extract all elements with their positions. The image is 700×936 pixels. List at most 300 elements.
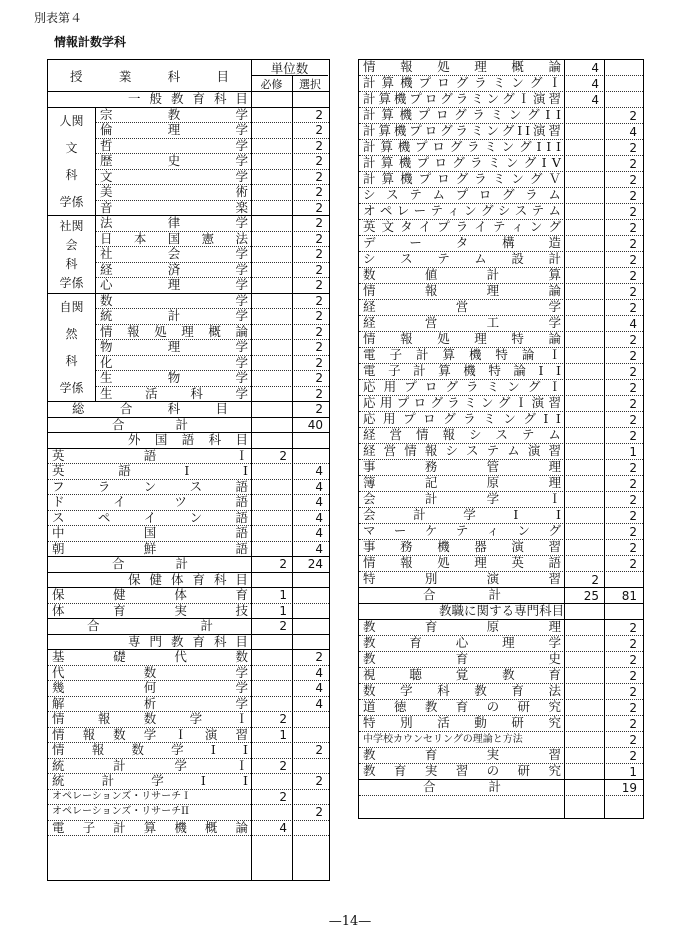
elective-units: 2 — [315, 371, 323, 386]
table-row — [359, 156, 643, 172]
required-units — [564, 188, 604, 203]
subject-name: 幾 何 学 — [52, 681, 248, 695]
elective-units: 4 — [315, 464, 323, 479]
required-units: 2 — [279, 448, 287, 463]
required-units — [564, 380, 604, 395]
subject-name: 電 子 計 算 機 概 論 — [52, 820, 248, 835]
table-row — [359, 636, 643, 652]
subject-name: 合 計 — [423, 588, 501, 603]
subject-name: 文 学 — [100, 169, 248, 184]
subject-name: 計 算 機 プ ロ グ ラ ミ ン グ I I 演 習 — [363, 124, 561, 139]
total-row — [48, 557, 329, 573]
required-units — [564, 684, 604, 699]
elective-units: 4 — [315, 495, 323, 510]
table-row — [96, 247, 329, 263]
required-units — [251, 495, 292, 510]
required-units — [564, 700, 604, 715]
elective-units: 2 — [629, 108, 637, 123]
group-label: 人関 文 科 学係 — [48, 108, 96, 217]
required-units — [251, 805, 292, 820]
elective-units: 81 — [621, 588, 637, 603]
table-row — [359, 572, 643, 588]
elective-units: 2 — [629, 332, 637, 347]
subject-name: 計 算 機 プ ロ グ ラ ミ ン グ Ｉ — [363, 76, 561, 91]
subject-name: 教 育 心 理 学 — [363, 636, 561, 651]
required-units: 2 — [279, 789, 287, 804]
table-row — [359, 492, 643, 508]
subject-name: デ ー タ 構 造 — [363, 236, 561, 251]
table-row — [96, 278, 329, 294]
elective-units: 4 — [315, 526, 323, 541]
subject-name: 情 報 数 学 I I — [52, 743, 248, 757]
subject-name: 教 育 実 習 — [363, 748, 561, 763]
section-title-row — [48, 433, 329, 449]
required-units — [251, 511, 292, 526]
elective-units: 1 — [629, 444, 637, 459]
table-row — [359, 396, 643, 412]
elective-units: 2 — [315, 743, 323, 758]
required-units: 2 — [279, 557, 287, 572]
elective-units: 2 — [315, 200, 323, 215]
subject-name: 情 報 処 理 英 語 — [363, 556, 561, 571]
elective-units: 4 — [315, 681, 323, 696]
required-units: 2 — [279, 758, 287, 773]
elective-units: 2 — [629, 204, 637, 219]
elective-units — [604, 60, 642, 75]
elective-units: 2 — [315, 154, 323, 169]
elective-units — [292, 821, 328, 836]
subject-name: 電 子 計 算 機 特 論 Ｉ — [363, 348, 561, 363]
subject-name: 応 用 プ ロ グ ラ ミ ン グ Ｉ 演 習 — [363, 396, 561, 411]
subject-name: ド イ ツ 語 — [52, 495, 248, 509]
table-row — [359, 60, 643, 76]
elective-units: 2 — [315, 805, 323, 820]
table-row — [48, 526, 329, 542]
subject-name: 経 済 学 — [100, 262, 248, 277]
elective-units: 2 — [629, 716, 637, 731]
table-row — [96, 108, 329, 124]
required-units — [251, 464, 292, 479]
table-row — [359, 172, 643, 188]
table-row — [359, 92, 643, 108]
required-units — [564, 428, 604, 443]
column-divider — [251, 60, 252, 76]
required-units — [564, 460, 604, 475]
required-units: 1 — [279, 588, 287, 603]
subject-name: 法 律 学 — [100, 216, 248, 230]
subject-name: 事 務 機 器 演 習 — [363, 540, 561, 555]
table-row — [359, 764, 643, 780]
elective-units — [292, 712, 328, 727]
required-units — [251, 743, 292, 758]
table-row — [96, 201, 329, 217]
elective-units: 2 — [315, 774, 323, 789]
elective-units — [604, 572, 642, 587]
required-units — [564, 492, 604, 507]
elective-units: 2 — [629, 284, 637, 299]
subject-name: 教 育 原 理 — [363, 620, 561, 635]
department-title: 情報計数学科 — [54, 35, 127, 49]
required-units — [564, 316, 604, 331]
table-row — [96, 356, 329, 372]
table-row — [359, 732, 643, 748]
required-units: 4 — [591, 92, 599, 107]
elective-units: 2 — [315, 262, 323, 277]
subject-name: 道 徳 教 育 の 研 究 — [363, 700, 561, 715]
subject-name: オペレーションズ・リサーチＩ — [52, 790, 192, 802]
table-row — [48, 449, 329, 465]
elective-units: 2 — [629, 476, 637, 491]
subject-name: 合 計 — [112, 417, 188, 432]
table-row — [359, 220, 643, 236]
subject-name: 統 計 学 — [100, 309, 248, 323]
elective-units: 2 — [629, 556, 637, 571]
elective-units: 2 — [315, 169, 323, 184]
subject-name: 情 報 処 理 概 論 — [100, 324, 248, 339]
subject-name: シ ス テ ム プ ロ グ ラ ム — [363, 188, 561, 203]
elective-units: 4 — [315, 665, 323, 680]
subject-name: 計 算 機 プ ロ グ ラ ミ ン グ Ｖ — [363, 172, 561, 187]
table-row — [96, 216, 329, 232]
required-units — [251, 480, 292, 495]
elective-units: 2 — [315, 355, 323, 370]
subject-name: 特 別 活 動 研 究 — [363, 716, 561, 731]
subject-name: 英 語 I I — [52, 464, 248, 478]
elective-units: 2 — [629, 620, 637, 635]
elective-units: 2 — [629, 220, 637, 235]
table-row — [96, 139, 329, 155]
elective-units: 2 — [629, 508, 637, 523]
subject-name: 事 務 管 理 — [363, 460, 561, 475]
elective-units: 2 — [629, 652, 637, 667]
subject-name: マ ー ケ テ ィ ン グ — [363, 524, 561, 539]
subject-name: シ ス テ ム 設 計 — [363, 252, 561, 267]
subject-name: 倫 理 学 — [100, 123, 248, 137]
column-divider — [292, 76, 293, 880]
required-units — [564, 540, 604, 555]
table-row — [48, 774, 329, 790]
subject-name: 中学校カウンセリングの理論と方法 — [363, 733, 523, 745]
table-row — [359, 412, 643, 428]
elective-units: 40 — [307, 417, 323, 432]
subject-name: 数 学 — [100, 293, 248, 308]
required-units: 4 — [591, 76, 599, 91]
elective-units: 2 — [629, 300, 637, 315]
required-units — [564, 300, 604, 315]
subject-name: 電 子 計 算 機 特 論 I I — [363, 364, 561, 379]
section-title-row — [48, 573, 329, 589]
table-row — [48, 728, 329, 744]
subject-name: 代 数 学 — [52, 665, 248, 680]
left-curriculum-table — [47, 59, 330, 881]
required-units — [251, 681, 292, 696]
subject-name: 数 値 計 算 — [363, 268, 561, 283]
table-row — [359, 316, 643, 332]
required-units: 4 — [591, 60, 599, 75]
required-units — [251, 666, 292, 681]
table-row — [359, 652, 643, 668]
subject-name: オペレーションズ・リサーチII — [52, 806, 190, 818]
header-elective: 選択 — [299, 78, 321, 91]
subject-name: 総 合 科 目 — [72, 402, 228, 416]
subject-name: 宗 教 学 — [100, 107, 248, 122]
subject-name: 物 理 学 — [100, 340, 248, 354]
table-row — [96, 185, 329, 201]
required-units — [564, 332, 604, 347]
subject-name: 経 営 工 学 — [363, 316, 561, 331]
table-row — [96, 325, 329, 341]
required-units — [564, 220, 604, 235]
subject-name: 応 用 プ ロ グ ラ ミ ン グ I I — [363, 412, 561, 427]
subject-name: ス ペ イ ン 語 — [52, 510, 248, 525]
subject-name: 英 語 Ｉ — [52, 448, 248, 463]
elective-units: 2 — [315, 123, 323, 138]
section-title-row — [48, 92, 329, 108]
elective-units: 2 — [629, 380, 637, 395]
table-row — [96, 263, 329, 279]
required-units — [564, 524, 604, 539]
header-units: 単位数 — [251, 60, 328, 76]
subject-name: 体 育 実 技 — [52, 603, 248, 618]
table-row — [48, 712, 329, 728]
table-row — [359, 540, 643, 556]
required-units — [564, 636, 604, 651]
subject-name: 計 算 機 プ ロ グ ラ ミ ン グ I I — [363, 108, 561, 123]
table-row — [359, 204, 643, 220]
required-units: 2 — [279, 712, 287, 727]
required-units — [564, 668, 604, 683]
subject-name: 経 営 情 報 シ ス テ ム — [363, 428, 561, 443]
table-row — [359, 444, 643, 460]
elective-units: 2 — [629, 700, 637, 715]
required-units — [564, 556, 604, 571]
subject-name: 統 計 学 Ｉ — [52, 758, 248, 773]
elective-units: 2 — [315, 293, 323, 308]
table-row — [96, 123, 329, 139]
required-units — [564, 716, 604, 731]
table-row — [359, 364, 643, 380]
subject-name: 教 育 実 習 の 研 究 — [363, 764, 561, 779]
subject-name: 朝 鮮 語 — [52, 541, 248, 556]
subject-name: 応 用 プ ロ グ ラ ミ ン グ Ｉ — [363, 380, 561, 395]
elective-units: 2 — [629, 540, 637, 555]
table-row — [359, 108, 643, 124]
subject-name: 計 算 機 プ ロ グ ラ ミ ン グ I V — [363, 156, 561, 171]
table-row — [359, 252, 643, 268]
subject-name: 社 会 学 — [100, 247, 248, 261]
subject-name: 合 計 — [87, 619, 213, 633]
subject-name: 経 営 学 — [363, 300, 561, 315]
subject-name: 統 計 学 I I — [52, 774, 248, 788]
subject-name: 英 文 タ イ プ ラ イ テ ィ ン グ — [363, 220, 561, 235]
required-units — [564, 396, 604, 411]
elective-units: 4 — [629, 316, 637, 331]
table-row — [48, 790, 329, 806]
elective-units: 2 — [629, 172, 637, 187]
elective-units: 2 — [629, 188, 637, 203]
elective-units — [292, 449, 328, 464]
required-units: 1 — [279, 727, 287, 742]
elective-units: 4 — [629, 124, 637, 139]
table-row — [359, 684, 643, 700]
required-units — [564, 172, 604, 187]
group-label: 自関 然 科 学係 — [48, 294, 96, 403]
subject-name: 合 計 — [112, 557, 188, 571]
subject-name: 教 育 史 — [363, 652, 561, 667]
section-title: 専 門 教 育 科 目 — [128, 634, 248, 649]
section-title: 教 職 に 関 す る 専 門 科 目 — [439, 604, 565, 619]
table-row — [359, 380, 643, 396]
table-row — [359, 524, 643, 540]
elective-units: 2 — [629, 524, 637, 539]
subject-name: 生 活 科 学 — [100, 386, 248, 401]
elective-units: 2 — [629, 252, 637, 267]
subject-name: 中 国 語 — [52, 526, 248, 540]
required-units — [251, 697, 292, 712]
table-header — [48, 60, 329, 92]
table-row — [48, 542, 329, 558]
subject-name: 視 聴 覚 教 育 — [363, 668, 561, 683]
required-units — [564, 204, 604, 219]
required-units — [564, 348, 604, 363]
table-row — [48, 697, 329, 713]
required-units — [564, 764, 604, 779]
required-units — [564, 508, 604, 523]
required-units — [251, 526, 292, 541]
elective-units: 2 — [629, 732, 637, 747]
section-title: 一 般 教 育 科 目 — [128, 92, 248, 106]
total-row — [48, 402, 329, 418]
elective-units: 2 — [629, 684, 637, 699]
section-title-row — [359, 604, 643, 620]
table-row — [96, 154, 329, 170]
subject-name: 日 本 国 憲 法 — [100, 231, 248, 246]
table-row — [359, 700, 643, 716]
elective-units: 4 — [315, 541, 323, 556]
subject-name: 心 理 学 — [100, 278, 248, 292]
elective-units: 2 — [315, 216, 323, 231]
elective-units — [292, 588, 328, 603]
elective-units — [292, 759, 328, 774]
column-divider — [564, 60, 565, 818]
page-number: —14— — [328, 914, 372, 929]
subject-name: 特 別 演 習 — [363, 572, 561, 587]
subject-name: 数 学 科 教 育 法 — [363, 684, 561, 699]
required-units — [564, 268, 604, 283]
table-row — [48, 480, 329, 496]
table-row — [48, 759, 329, 775]
table-row — [359, 268, 643, 284]
table-row — [359, 668, 643, 684]
required-units — [564, 748, 604, 763]
elective-units: 2 — [629, 236, 637, 251]
elective-units: 2 — [315, 278, 323, 293]
total-row — [359, 588, 643, 604]
elective-units: 2 — [629, 412, 637, 427]
elective-units: 2 — [629, 140, 637, 155]
column-divider — [604, 60, 605, 818]
table-row — [359, 236, 643, 252]
table-row — [48, 511, 329, 527]
required-units: 2 — [279, 619, 287, 634]
required-units — [251, 650, 292, 665]
subject-name: 哲 学 — [100, 138, 248, 153]
section-title: 保 健 体 育 科 目 — [128, 572, 248, 587]
required-units — [564, 364, 604, 379]
elective-units: 2 — [629, 460, 637, 475]
elective-units: 2 — [315, 107, 323, 122]
elective-units — [604, 92, 642, 107]
elective-units: 2 — [315, 185, 323, 200]
elective-units: 2 — [315, 231, 323, 246]
total-row — [48, 418, 329, 434]
table-row — [359, 460, 643, 476]
required-units — [564, 652, 604, 667]
table-row — [48, 588, 329, 604]
elective-units — [604, 76, 642, 91]
elective-units — [292, 790, 328, 805]
table-row — [96, 309, 329, 325]
elective-units: 2 — [315, 650, 323, 665]
elective-units: 2 — [629, 428, 637, 443]
table-row — [96, 170, 329, 186]
required-units — [251, 542, 292, 557]
table-row — [359, 556, 643, 572]
elective-units: 2 — [629, 396, 637, 411]
subject-name: 情 報 数 学 Ｉ — [52, 712, 248, 726]
table-row — [48, 650, 329, 666]
elective-units: 2 — [629, 636, 637, 651]
table-row — [359, 300, 643, 316]
subject-name: 情 報 理 論 — [363, 284, 561, 299]
elective-units: 2 — [629, 668, 637, 683]
table-row — [48, 681, 329, 697]
table-row — [359, 476, 643, 492]
subject-name: 会 計 学 Ｉ — [363, 492, 561, 507]
elective-units: 2 — [315, 138, 323, 153]
table-row — [96, 387, 329, 403]
required-units: 25 — [583, 588, 599, 603]
required-units — [564, 620, 604, 635]
elective-units: 2 — [315, 402, 323, 417]
elective-units: 19 — [621, 780, 637, 795]
elective-units — [292, 604, 328, 619]
required-units — [564, 156, 604, 171]
required-units — [564, 284, 604, 299]
subject-name: 計 算 機 プ ロ グ ラ ミ ン グ I I I — [363, 140, 561, 155]
required-units — [564, 252, 604, 267]
table-row — [96, 294, 329, 310]
elective-units: 2 — [315, 309, 323, 324]
table-row — [96, 232, 329, 248]
total-row — [48, 619, 329, 635]
subject-name: 美 術 — [100, 185, 248, 199]
elective-units: 2 — [629, 364, 637, 379]
table-row — [359, 348, 643, 364]
elective-units: 4 — [315, 510, 323, 525]
subject-name: 解 析 学 — [52, 696, 248, 711]
table-row — [48, 743, 329, 759]
subject-name: 生 物 学 — [100, 371, 248, 385]
subject-name: 情 報 処 理 概 論 — [363, 60, 561, 75]
subject-name: 化 学 — [100, 355, 248, 370]
table-row — [359, 620, 643, 636]
table-row — [359, 332, 643, 348]
elective-units: 2 — [315, 340, 323, 355]
table-row — [359, 284, 643, 300]
table-row — [48, 805, 329, 821]
total-row — [359, 780, 643, 796]
